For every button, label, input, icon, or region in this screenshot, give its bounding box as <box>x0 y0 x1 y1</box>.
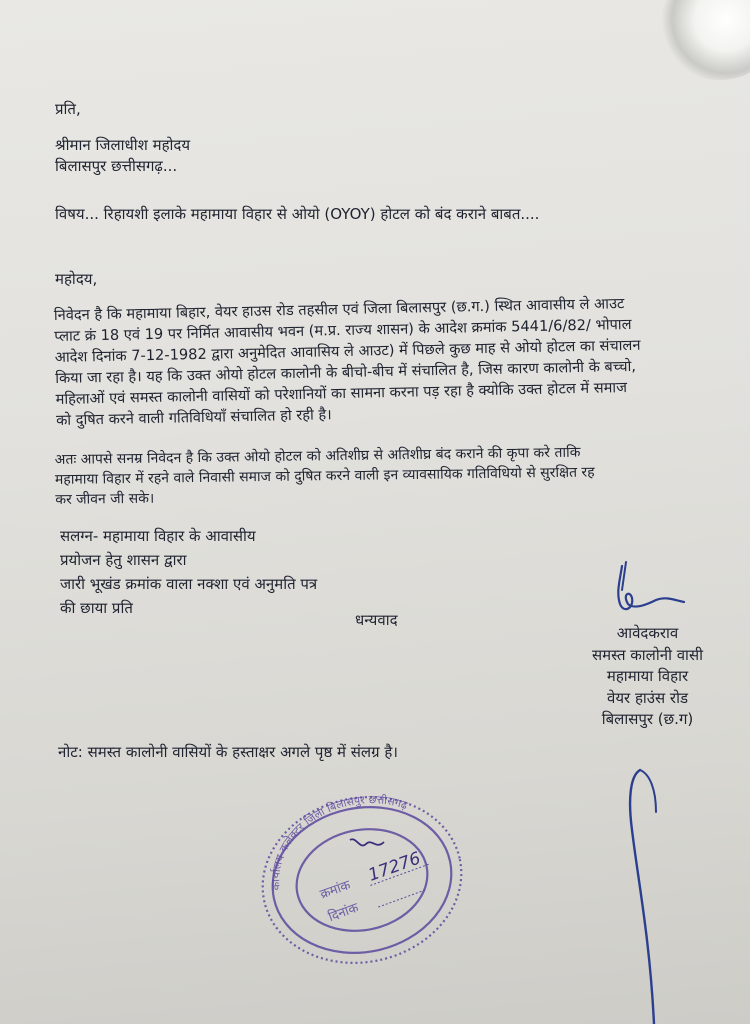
paragraph-2-line: कर जीवन जी सके। <box>55 490 155 508</box>
paragraph-2-line: अतः आपसे सनम्र निवेदन है कि उक्त ओयो होटल को अतिशीघ्र से अतिशीघ्र बंद कराने की कृपा करे ताकि <box>54 444 581 469</box>
enclosure-line: सलग्न- महामाया विहार के आवासीय <box>60 527 256 545</box>
paragraph-1-line: किया जा रहा है। यह कि उक्त ओयो होटल कालोनी के बीचो-बीच में संचालित है, जिस कारण कालोनी के बच्चो, <box>55 357 637 387</box>
stamp-inward-label: क्रमांक <box>318 877 353 903</box>
signature-line: महामाया विहार <box>606 667 689 685</box>
glass-reflection <box>660 0 750 80</box>
stamp-handwritten-number: 17276 <box>365 848 424 886</box>
addressee-line1: श्रीमान जिलाधीश महोदय <box>55 136 191 154</box>
paragraph-1-line: निवेदन है कि महामाया बिहार, वेयर हाउस रोड तहसील एवं जिला बिलासपुर (छ.ग.) स्थित आवासीय ले आउट <box>53 295 625 325</box>
handwritten-mark-icon <box>610 760 700 1024</box>
paragraph-1 <box>54 291 736 431</box>
greeting: महोदय, <box>55 270 98 288</box>
signature-icon <box>600 560 710 630</box>
stamp-ring-textpath: कार्यालय कलेक्टर जिला बिलासपुर छत्तीसगढ़ <box>269 793 410 891</box>
addressee-line2: बिलासपुर छत्तीसगढ़... <box>55 157 178 175</box>
paragraph-1-line: प्लाट क्रं 18 एवं 19 पर निर्मित आवासीय भवन (म.प्र. राज्य शासन) के आदेश क्रमांक 5441/6/82/ भोपाल <box>54 315 632 346</box>
signature-line: बिलासपुर (छ.ग) <box>601 710 694 728</box>
subject-line: विषय... रिहायशी इलाके महामाया विहार से ओयो (OYOY) होटल को बंद कराने बाबत.... <box>55 205 540 223</box>
note-text: नोट: समस्त कालोनी वासियों के हस्ताक्षर अगले पृष्ठ में संलग्र है। <box>58 743 398 761</box>
thanks-text: धन्यवाद <box>355 611 398 629</box>
enclosure-line: जारी भूखंड क्रमांक वाला नक्शा एवं अनुमति पत्र <box>60 575 318 593</box>
signature-line: आवेदकराव <box>616 624 679 642</box>
paragraph-1-line: महिलाओं एवं समस्त कालोनी वासियों को परेशानियों का सामना करना पड़ रहा है क्योकि उक्त होटल में समाज <box>55 379 628 408</box>
stamp-date-label: दिनांक <box>326 900 361 926</box>
paragraph-1-line: को दुषित करने वाली गतिविधियाँ संचालित हो रही है। <box>55 406 332 429</box>
paragraph-2-line: महामाया विहार में रहने वाले निवासी समाज को दुषित करने वाली इन व्यावसायिक गतिविधियो से सुरक्षित रह <box>54 464 595 488</box>
paragraph-1-line: आदेश दिनांक 7-12-1982 द्वारा अनुमेदित आवासिय ले आउट) में पिछले कुछ माह से ओयो होटल का संचालन <box>54 336 641 367</box>
stamp-initials-icon <box>350 839 384 845</box>
signature-block <box>560 623 735 731</box>
salutation-to: प्रति, <box>55 100 81 118</box>
enclosure-line: प्रयोजन हेतु शासन द्वारा <box>60 551 187 569</box>
signature-line: वेयर हाउंस रोड <box>607 688 688 707</box>
paragraph-2 <box>55 441 736 510</box>
official-stamp <box>250 780 475 980</box>
enclosure-line: की छाया प्रति <box>60 599 133 617</box>
signature-line: समस्त कालोनी वासी <box>592 645 703 664</box>
